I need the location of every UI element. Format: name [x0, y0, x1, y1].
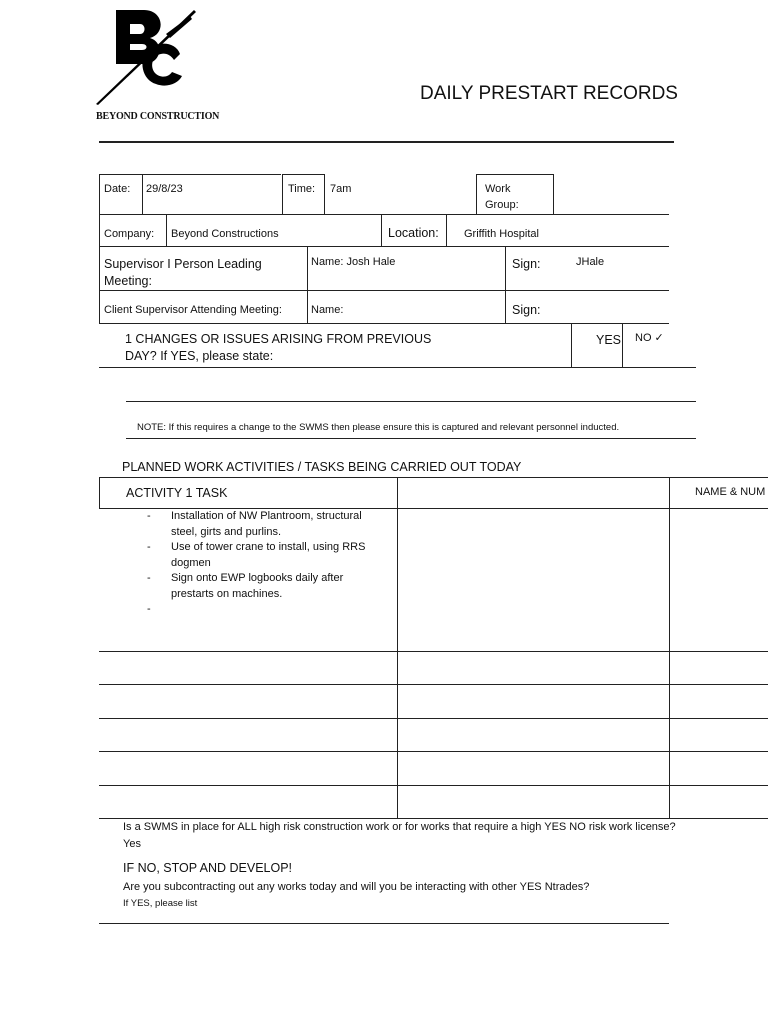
planned-heading: PLANNED WORK ACTIVITIES / TASKS BEING CARRIED OUT TODAY	[122, 460, 522, 474]
list-item: - Use of tower crane to install, using RRS dogmen	[147, 540, 387, 571]
subcontract-list-field[interactable]	[99, 910, 669, 922]
supervisor-signature[interactable]: JHale	[576, 256, 605, 268]
location-value[interactable]: Griffith Hospital	[464, 228, 539, 240]
client-sign-field[interactable]	[548, 294, 666, 320]
list-item: - Installation of NW Plantroom, structural steel, girts and purlins.	[147, 509, 387, 540]
location-label: Location:	[388, 226, 439, 240]
page-title: DAILY PRESTART RECORDS	[420, 83, 678, 104]
note-rule	[126, 438, 696, 439]
name-number-column-header: NAME & NUM	[695, 486, 766, 498]
changes-rule	[99, 367, 696, 368]
changes-question-1: 1 CHANGES OR ISSUES ARISING FROM PREVIOUS	[125, 332, 432, 346]
subcontract-note: If YES, please list	[123, 898, 198, 909]
changes-yes-option[interactable]: YES	[596, 333, 622, 347]
client-name-field[interactable]	[350, 294, 500, 320]
changes-detail-line	[126, 401, 696, 402]
stop-warning: IF NO, STOP AND DEVELOP!	[123, 861, 293, 875]
changes-divider-2	[622, 323, 623, 367]
company-value[interactable]: Beyond Constructions	[171, 228, 279, 240]
changes-question-2: DAY? If YES, please state:	[125, 349, 274, 363]
supervisor-name[interactable]: Name: Josh Hale	[311, 256, 396, 268]
workgroup-field[interactable]	[556, 176, 666, 212]
date-value[interactable]: 29/8/23	[146, 183, 183, 195]
company-label: Company:	[104, 228, 155, 240]
supervisor-sign-label: Sign:	[512, 257, 541, 271]
workgroup-label-1: Work	[485, 183, 511, 195]
swms-question: Is a SWMS in place for ALL high risk construction work or for works that require a high YES NO risk work license?	[123, 821, 676, 833]
swms-note: NOTE: If this requires a change to the SWMS then please ensure this is captured and relevant personnel inducted.	[137, 422, 620, 433]
workgroup-label-2: Group:	[485, 199, 519, 211]
activity-column-header: ACTIVITY 1 TASK	[126, 486, 228, 500]
task-list	[147, 509, 387, 602]
logo-text: BEYOND CONSTRUCTION	[96, 111, 220, 122]
bottom-rule	[99, 923, 669, 924]
client-supervisor-label: Client Supervisor Attending Meeting:	[104, 304, 282, 316]
changes-no-option[interactable]: NO ✓	[635, 332, 664, 344]
subcontract-question: Are you subcontracting out any works today and will you be interacting with other YES Ntrades?	[123, 881, 590, 893]
company-logo	[92, 6, 202, 106]
client-sign-label: Sign:	[512, 303, 541, 317]
client-name-label: Name:	[311, 304, 344, 316]
supervisor-label-2: Meeting:	[104, 274, 152, 288]
supervisor-label-1: Supervisor I Person Leading	[104, 257, 262, 271]
time-label: Time:	[288, 183, 316, 195]
time-value[interactable]: 7am	[330, 183, 352, 195]
swms-answer[interactable]: Yes	[123, 838, 141, 850]
date-label: Date:	[104, 183, 131, 195]
list-item: - Sign onto EWP logbooks daily after prestarts on machines.	[147, 571, 387, 602]
title-rule	[99, 141, 674, 143]
changes-divider-1	[571, 323, 572, 367]
changes-details-field[interactable]	[99, 370, 696, 400]
